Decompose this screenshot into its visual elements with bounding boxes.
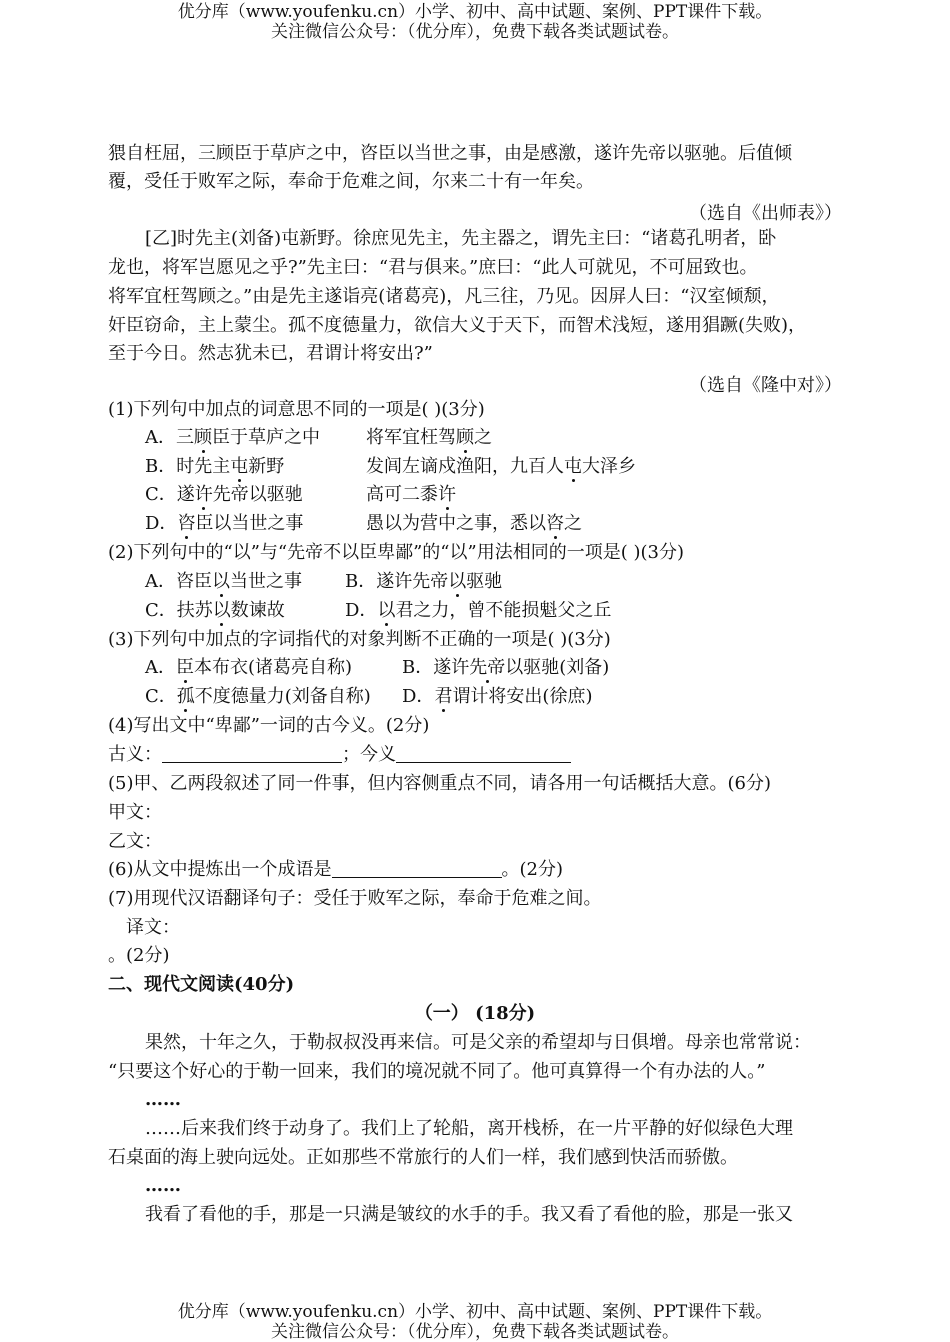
q3-stem: (3)下列句中加点的字词指代的对象判断不正确的一项是( )(3分) [108,629,611,650]
q5-yi-label: 乙文： [108,831,162,852]
q3-option-d: D．君谓计将安出(徐庶) [402,686,593,707]
modern-meaning-blank[interactable] [396,744,571,763]
dotted-char: 咨 [177,513,196,534]
q2-option-a: A．咨臣以当世之事 [145,571,302,592]
q1-stem: (1)下列句中加点的词意思不同的一项是( )(3分) [108,399,485,420]
dotted-char: 先帝 [469,657,506,678]
dotted-char: 以 [212,571,230,592]
q3-option-c: C．孤不度德量力(刘备自称) [145,686,371,707]
modern-meaning-label: ；今义 [342,744,396,765]
q1-option-a-right: 将军宜枉驾顾之 [366,427,492,448]
passage-yi-line: 龙也，将军岂愿见之乎?”先主曰：“君与俱来。”庶曰：“此人可就见，不可屈致也。 [108,257,758,278]
q1-option-b-right: 发闾左谪戍渔阳，九百人屯大泽乡 [366,456,636,477]
passage-jia-source: （选自《出师表》） [689,203,842,224]
q1-option-d-left: D．咨臣以当世之事 [145,513,304,534]
q1-option-b-left: B．时先主屯新野 [145,456,285,477]
q4-answer-row [108,743,571,767]
header-line-2: 关注微信公众号：（优分库），免费下载各类试题试卷。 [271,22,679,42]
q2-option-c: C．扶苏以数谏故 [145,600,285,621]
q1-option-c-left: C．遂许先帝以驱驰 [145,484,303,505]
passage-yi-line: 至于今日。然志犹未已，君谓计将安出?” [108,343,433,364]
dotted-char: 屯 [564,456,582,477]
modern-text-line: 石桌面的海上驶向远处。正如那些不常旅行的人们一样，我们感到快活而骄傲。 [108,1147,738,1168]
dotted-char: 君 [434,686,453,707]
dotted-char: 孤 [176,686,195,707]
dotted-char: 顾 [194,427,212,448]
footer-line-1: 优分库（www.youfenku.cn）小学、初中、高中试题、案例、PPT课件下载。 [177,1302,773,1322]
ancient-meaning-label: 古义： [108,744,162,765]
dotted-char: 臣 [176,657,194,678]
modern-text-ellipsis: …… [145,1175,181,1196]
passage-yi-line: 奸臣窃命，主上蒙尘。孤不度德量力，欲信大义于天下，而智术浅短，遂用猖蹶(失败)， [108,315,807,336]
dotted-char: 以 [377,600,396,621]
q7-tail: 。(2分) [108,945,170,966]
q4-stem: (4)写出文中“卑鄙”一词的古今义。(2分) [108,715,430,736]
q1-option-d-right: 愚以为营中之事，悉以咨之 [366,513,582,534]
q2-stem: (2)下列句中的“以”与“先帝不以臣卑鄙”的“以”用法相同的一项是( )(3分) [108,542,684,563]
q1-option-a-left: A．三顾臣于草庐之中 [145,427,320,448]
modern-text-ellipsis: …… [145,1089,181,1110]
footer-line-2: 关注微信公众号：（优分库），免费下载各类试题试卷。 [271,1322,679,1342]
idiom-blank[interactable] [332,859,502,878]
q2-option-d: D．以君之力，曾不能损魁父之丘 [345,600,612,621]
modern-text-line: 我看了看他的手，那是一只满是皱纹的水手的手。我又看了看他的脸，那是一张又 [145,1204,793,1225]
passage-jia-line: 猥自枉屈，三顾臣于草庐之中，咨臣以当世之事，由是感激，遂许先帝以驱驰。后值倾 [108,143,792,164]
q7-translation-label: 译文： [126,917,180,938]
q5-stem: (5)甲、乙两段叙述了同一件事，但内容侧重点不同，请各用一句话概括大意。(6分) [108,773,771,794]
q3-option-b: B．遂许先帝以驱驰(刘备) [402,657,610,678]
modern-text-line: ……后来我们终于动身了。我们上了轮船，离开栈桥，在一片平静的好似绿色大理 [145,1118,793,1139]
dotted-char: 以 [448,571,467,592]
dotted-char: 顾 [456,427,474,448]
dotted-char: 咨 [546,513,564,534]
section-2-part-title: （一） (18分) [414,1003,536,1024]
ancient-meaning-blank[interactable] [162,744,342,763]
q2-option-b: B．遂许先帝以驱驰 [345,571,503,592]
q1-option-c-right: 高可二黍许 [366,484,456,505]
dotted-char: 以 [212,600,231,621]
passage-yi-line: 将军宜枉驾顾之。”由是先主遂诣亮(诸葛亮)，凡三往，乃见。因屏人曰：“汉室倾颓， [108,286,780,307]
modern-text-line: 果然，十年之久，于勒叔叔没再来信。可是父亲的希望却与日俱增。母亲也常常说： [145,1032,811,1053]
q5-jia-label: 甲文： [108,802,162,823]
modern-text-line: “只要这个好心的于勒一回来，我们的境况就不同了。他可真算得一个有办法的人。” [108,1061,766,1082]
q3-option-a: A．臣本布衣(诸葛亮自称) [145,657,353,678]
dotted-char: 许 [194,484,213,505]
passage-jia-line: 覆，受任于败军之际，奉命于危难之间，尔来二十有一年矣。 [108,171,594,192]
dotted-char: 许 [438,484,456,505]
dotted-char: 屯 [230,456,249,477]
q7-stem: (7)用现代汉语翻译句子：受任于败军之际，奉命于危难之间。 [108,888,602,909]
passage-yi-source: （选自《隆中对》） [689,375,842,396]
q6-stem: (6)从文中提炼出一个成语是 。(2分) [108,859,563,880]
passage-yi-line: [乙]时先主(刘备)屯新野。徐庶见先主，先主器之，谓先主曰：“诸葛孔明者，卧 [145,228,777,249]
header-line-1: 优分库（www.youfenku.cn）小学、初中、高中试题、案例、PPT课件下载。 [177,2,773,22]
section-2-title: 二、现代文阅读(40分) [108,974,295,995]
